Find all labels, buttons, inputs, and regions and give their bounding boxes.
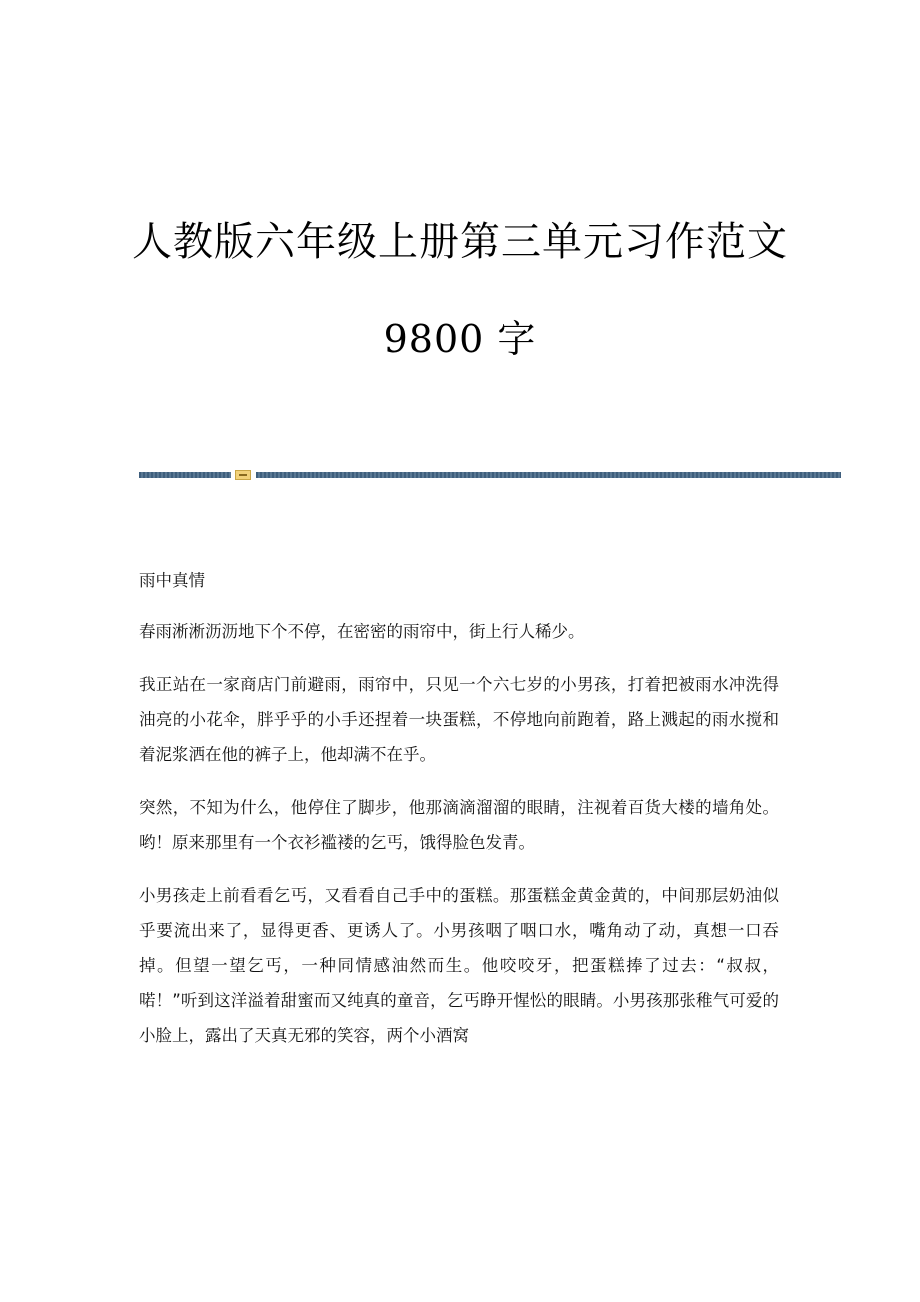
paragraph: 我正站在一家商店门前避雨，雨帘中，只见一个六七岁的小男孩，打着把被雨水冲洗得油亮的小花伞，胖乎乎的小手还捏着一块蛋糕，不停地向前跑着，路上溅起的雨水搅和着泥浆洒在他的裤子上，他却满不在乎。: [139, 675, 779, 764]
decorative-divider: [139, 470, 841, 480]
document-body: [139, 563, 779, 1071]
divider-ornament-icon: [235, 470, 251, 480]
section-title: 雨中真情: [139, 571, 205, 590]
document-title: 人教版六年级上册第三单元习作范文: [132, 219, 788, 265]
document-title-word-count: 9800 字: [383, 317, 537, 361]
divider-bar-left: [139, 472, 231, 478]
paragraph: 小男孩走上前看看乞丐，又看看自己手中的蛋糕。那蛋糕金黄金黄的，中间那层奶油似乎要流出来了，显得更香、更诱人了。小男孩咽了咽口水，嘴角动了动，真想一口吞掉。但望一望乞丐，一种同情感油然而生。他咬咬牙，把蛋糕捧了过去：“叔叔，喏！”听到这洋溢着甜蜜而又纯真的童音，乞丐睁开惺忪的眼睛。小男孩那张稚气可爱的小脸上，露出了天真无邪的笑容，两个小酒窝: [139, 886, 779, 1045]
divider-bar-right: [256, 472, 841, 478]
paragraph: 突然，不知为什么，他停住了脚步，他那滴滴溜溜的眼睛，注视着百货大楼的墙角处。哟！原来那里有一个衣衫褴褛的乞丐，饿得脸色发青。: [139, 798, 779, 852]
paragraph: 春雨淅淅沥沥地下个不停，在密密的雨帘中，街上行人稀少。: [139, 622, 585, 641]
